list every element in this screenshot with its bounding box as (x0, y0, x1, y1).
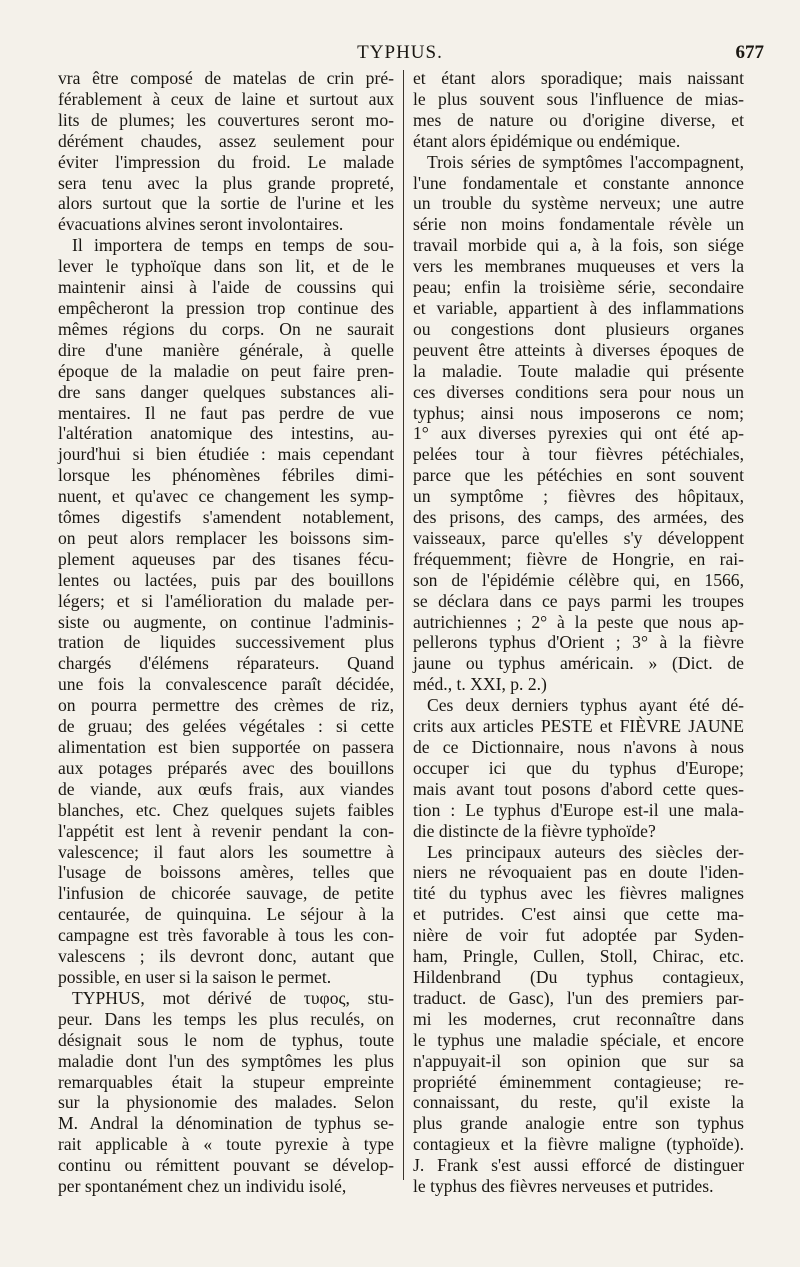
text-line: chargés d'élémens réparateurs. Quand (58, 653, 394, 674)
left-column (58, 68, 394, 1197)
text-line: lorsque les phénomènes fébriles dimi- (58, 465, 394, 486)
text-line: ham, Pringle, Cullen, Stoll, Chirac, etc. (413, 946, 744, 967)
text-line: et variable, appartient à des inflammations (413, 297, 744, 318)
text-line: tité du typhus avec les fièvres malignes (413, 883, 744, 904)
text-line: empêcheront la pression trop continue des (58, 297, 394, 318)
text-line: tômes digestifs s'amendent notablement, (58, 507, 394, 528)
text-line: étant alors épidémique ou endémique. (413, 130, 681, 151)
text-line: fréquemment; fièvre de Hongrie, en rai- (413, 548, 744, 569)
text-line: J. Frank s'est aussi efforcé de distinguer (413, 1155, 744, 1176)
text-line: tion : Le typhus d'Europe est-il une mala- (413, 799, 744, 820)
text-line: l'infusion de chicorée sauvage, de petite (58, 883, 394, 904)
text-line: niers ne révoquaient pas en doute l'iden- (413, 862, 744, 883)
text-line: on peut alors remplacer les boissons sim- (58, 527, 394, 548)
text-line: le typhus une maladie spéciale, et encore (413, 1029, 744, 1050)
text-line: dérément chaudes, assez seulement pour (58, 130, 394, 151)
text-line: série non moins fondamentale révèle un (413, 214, 744, 235)
text-line: mêmes régions du corps. On ne saurait (58, 318, 394, 339)
text-line: dre sans danger quelques substances ali- (58, 381, 394, 402)
text-line: continu ou rémittent pouvant se dévelop- (58, 1155, 394, 1176)
text-line: peuvent être atteints à diverses époques de (413, 339, 744, 360)
column-divider (403, 70, 404, 1180)
text-line: désignait sous le nom de typhus, toute (58, 1029, 394, 1050)
text-line: époque de la maladie on peut faire pren- (58, 360, 394, 381)
text-line: éviter l'impression du froid. Le malade (58, 151, 394, 172)
page-number: 677 (735, 42, 764, 63)
text-line: de gruau; des gelées végétales : si cette (58, 716, 394, 737)
text-line: sera tenu avec la plus grande propreté, (58, 172, 394, 193)
text-line: Il importera de temps en temps de sou- (72, 235, 394, 256)
text-line: contagieux et la fièvre maligne (typhoïde). (413, 1134, 744, 1155)
text-line: M. Andral la dénomination de typhus se- (58, 1113, 394, 1134)
text-line: valescence; il faut alors les soumettre à (58, 841, 394, 862)
text-line: une fois la convalescence paraît décidée, (58, 674, 394, 695)
text-line: dire d'une manière générale, à quelle (58, 339, 394, 360)
text-line: mais avant tout posons d'abord cette ques- (413, 778, 744, 799)
text-line: Ces deux derniers typhus ayant été dé- (427, 695, 744, 716)
text-line: plus grande analogie entre son typhus (413, 1113, 744, 1134)
text-line: lentes ou lactées, puis par des bouillons (58, 569, 394, 590)
text-line: nière de voir fut adoptée par Syden- (413, 925, 744, 946)
text-line: per spontanément chez un individu isolé, (58, 1176, 347, 1197)
text-line: Hildenbrand (Du typhus contagieux, (413, 966, 744, 987)
text-line: blanches, etc. Chez quelques sujets faibles (58, 799, 394, 820)
text-line: légers; et si l'amélioration du malade per- (58, 590, 394, 611)
text-line: l'altération anatomique des intestins, au- (58, 423, 394, 444)
text-line: méd., t. XXI, p. 2.) (413, 674, 547, 695)
text-line: évacuations alvines seront involontaires. (58, 214, 344, 235)
text-line: mes de nature ou d'origine diverse, et (413, 109, 744, 130)
text-line: de viande, aux œufs frais, aux viandes (58, 778, 394, 799)
text-line: campagne est très favorable à tous les con- (58, 925, 394, 946)
text-line: un trouble du système nerveux; une autre (413, 193, 744, 214)
text-line: traduct. de Gasc), l'un des premiers par- (413, 987, 744, 1008)
text-line: die distincte de la fièvre typhoïde? (413, 820, 656, 841)
text-line: pelées tour à tour fièvres pétéchiales, (413, 444, 744, 465)
text-line: mi les modernes, crut reconnaître dans (413, 1008, 744, 1029)
text-line: férablement à ceux de laine et surtout aux (58, 88, 394, 109)
text-line: alimentation est bien supportée on passera (58, 737, 394, 757)
text-line: typhus; ainsi nous imposerons ce nom; (413, 402, 744, 423)
text-line: centaurée, de quinquina. Le séjour à la (58, 904, 394, 925)
text-line: ou congestions dont plusieurs organes (413, 318, 744, 339)
text-line: rait applicable à « toute pyrexie à type (58, 1134, 394, 1155)
text-line: autrichiennes ; 2° à la peste que nous ap- (413, 611, 744, 632)
text-line: TYPHUS, mot dérivé de τυφος, stu- (72, 987, 394, 1008)
text-line: de ce Dictionnaire, nous n'avons à nous (413, 737, 744, 757)
text-line: peur. Dans les temps les plus reculés, on (58, 1008, 394, 1029)
text-line: vaisseaux, parce qu'elles s'y développent (413, 527, 744, 548)
text-line: ces diverses conditions sera pour nous un (413, 381, 744, 402)
text-line: parce que les pétéchies en sont souvent (413, 465, 744, 486)
text-line: vra être composé de matelas de crin pré- (58, 68, 394, 88)
text-line: n'appuyait-il son opinion que sur sa (413, 1050, 744, 1071)
text-line: jaune ou typhus américain. » (Dict. de (413, 653, 744, 674)
text-line: aux potages préparés avec des bouillons (58, 757, 394, 778)
text-line: vers les membranes muqueuses et vers la (413, 256, 744, 277)
text-line: on pourra permettre des crèmes de riz, (58, 695, 394, 716)
text-line: l'appétit est lent à revenir pendant la con- (58, 820, 394, 841)
text-line: 1° aux diverses pyrexies qui ont été ap- (413, 423, 744, 444)
page-title: TYPHUS. (357, 42, 443, 63)
text-line: maladie dont l'un des symptômes les plus (58, 1050, 394, 1071)
text-line: peau; enfin la troisième série, secondaire (413, 277, 744, 298)
text-line: pellerons typhus d'Orient ; 3° à la fièvre (413, 632, 744, 653)
text-line: jourd'hui si bien étudiée : mais cependant (58, 444, 394, 465)
text-line: maintenir ainsi à l'aide de coussins qui (58, 277, 394, 298)
text-line: valescens ; ils devront donc, autant que (58, 946, 394, 967)
text-line: lits de plumes; les couvertures seront mo- (58, 109, 394, 130)
text-line: Trois séries de symptômes l'accompagnent, (427, 151, 744, 172)
text-line: des prisons, des camps, des armées, des (413, 507, 744, 528)
text-line: le typhus des fièvres nerveuses et putrides. (413, 1176, 714, 1197)
right-column (413, 68, 744, 1197)
text-line: crits aux articles PESTE et FIÈVRE JAUNE (413, 716, 744, 737)
text-line: et putrides. C'est ainsi que cette ma- (413, 904, 744, 925)
text-line: sur la physionomie des malades. Selon (58, 1092, 394, 1113)
text-line: l'une fondamentale et constante annonce (413, 172, 744, 193)
text-line: se déclara dans ce pays parmi les troupes (413, 590, 744, 611)
running-head (0, 42, 800, 66)
text-line: travail morbide qui a, à la fois, son siége (413, 235, 744, 256)
text-line: nuent, et qu'avec ce changement les symp- (58, 486, 394, 507)
text-line: siste ou augmente, on continue l'adminis- (58, 611, 394, 632)
text-line: alors surtout que la sortie de l'urine et les (58, 193, 394, 214)
text-line: mentaires. Il ne faut pas perdre de vue (58, 402, 394, 423)
text-line: occuper ici que du typhus d'Europe; (413, 757, 744, 778)
text-line: un symptôme ; fièvres des hôpitaux, (413, 486, 744, 507)
text-line: Les principaux auteurs des siècles der- (427, 841, 744, 862)
text-line: la maladie. Toute maladie qui présente (413, 360, 744, 381)
text-line: connaissant, du reste, qu'il existe la (413, 1092, 744, 1113)
text-line: plement aqueuses par des tisanes fécu- (58, 548, 394, 569)
text-line: et étant alors sporadique; mais naissant (413, 68, 744, 88)
text-line: l'usage de boissons amères, telles que (58, 862, 394, 883)
text-line: tration de liquides successivement plus (58, 632, 394, 653)
text-line: propriété éminemment contagieuse; re- (413, 1071, 744, 1092)
text-line: possible, en user si la saison le permet. (58, 966, 332, 987)
text-line: le plus souvent sous l'influence de mias- (413, 88, 744, 109)
text-line: son de l'épidémie célèbre qui, en 1566, (413, 569, 744, 590)
text-line: remarquables était la stupeur empreinte (58, 1071, 394, 1092)
text-line: lever le typhoïque dans son lit, et de le (58, 256, 394, 277)
